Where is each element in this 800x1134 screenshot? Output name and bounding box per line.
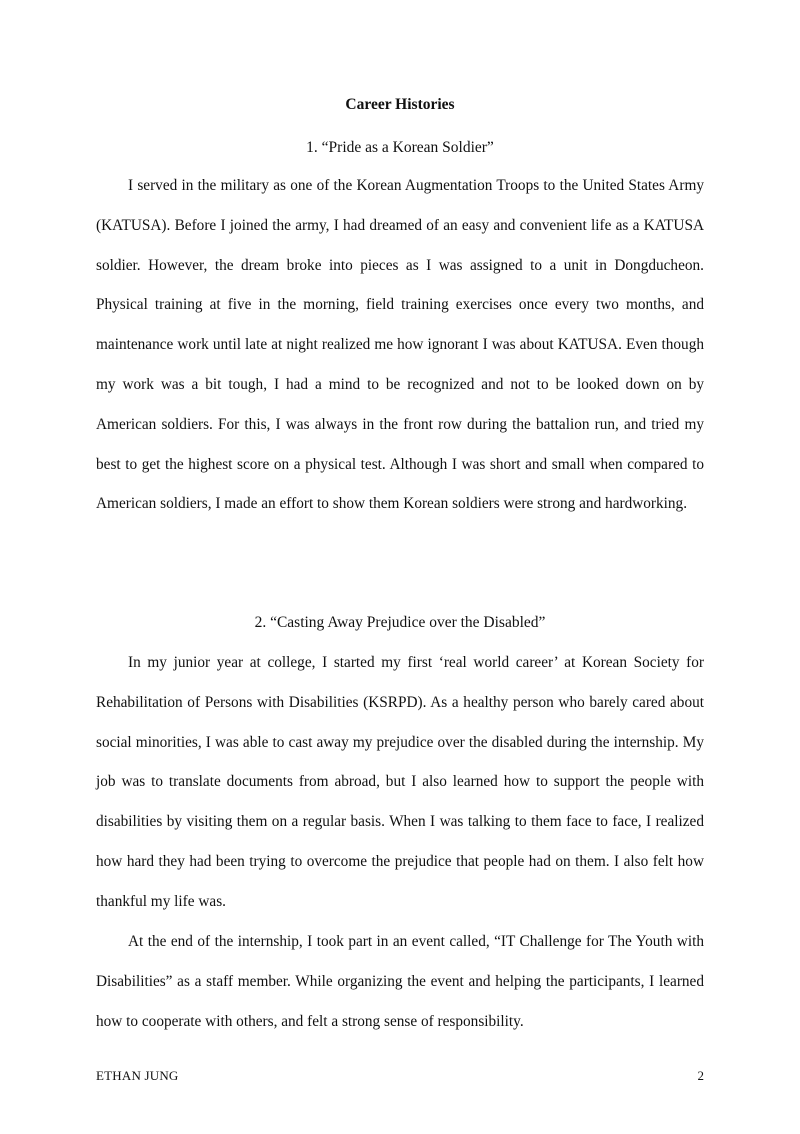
paragraph-katusa: I served in the military as one of the Korean Augmentation Troops to the United States Army (KATUSA). Before I joined the army, I had dreamed of an easy and convenient life as a KATUSA soldier. However, the dream broke into pieces as I was assigned to a unit in Dongducheon. Physical training at five in the morning, field training exercises once every two months, and maintenance work until late at night realized me how ignorant I was about KATUSA. Even though my work was a bit tough, I had a mind to be recognized and not to be looked down on by American soldiers. For this, I was always in the front row during the battalion run, and tried my best to get the highest score on a physical test. Although I was short and small when compared to American soldiers, I made an effort to show them Korean soldiers were strong and hardworking. [96, 177, 704, 513]
paragraph-internship: In my junior year at college, I started my first ‘real world career’ at Korean Society for Rehabilitation of Persons with Disabilities (KSRPD). As a healthy person who barely cared about social minorities, I was able to cast away my prejudice over the disabled during the internship. My job was to translate documents from abroad, but I also learned how to support the people with disabilities by visiting them on a regular basis. When I was talking to them face to face, I realized how hard they had been trying to overcome the prejudice that people had on them. I also felt how thankful my life was. [96, 654, 704, 910]
section-heading-pride: 1. “Pride as a Korean Soldier” [306, 139, 494, 156]
document-title: Career Histories [345, 96, 455, 113]
section-heading-prejudice: 2. “Casting Away Prejudice over the Disabled” [254, 614, 546, 631]
footer-page-number: 2 [697, 1068, 704, 1083]
paragraph-it-challenge: At the end of the internship, I took part in an event called, “IT Challenge for The Youth with Disabilities” as a staff member. While organizing the event and helping the participants, I learned how to cooperate with others, and felt a strong sense of responsibility. [96, 933, 704, 1030]
footer-author: ETHAN JUNG [96, 1068, 179, 1083]
